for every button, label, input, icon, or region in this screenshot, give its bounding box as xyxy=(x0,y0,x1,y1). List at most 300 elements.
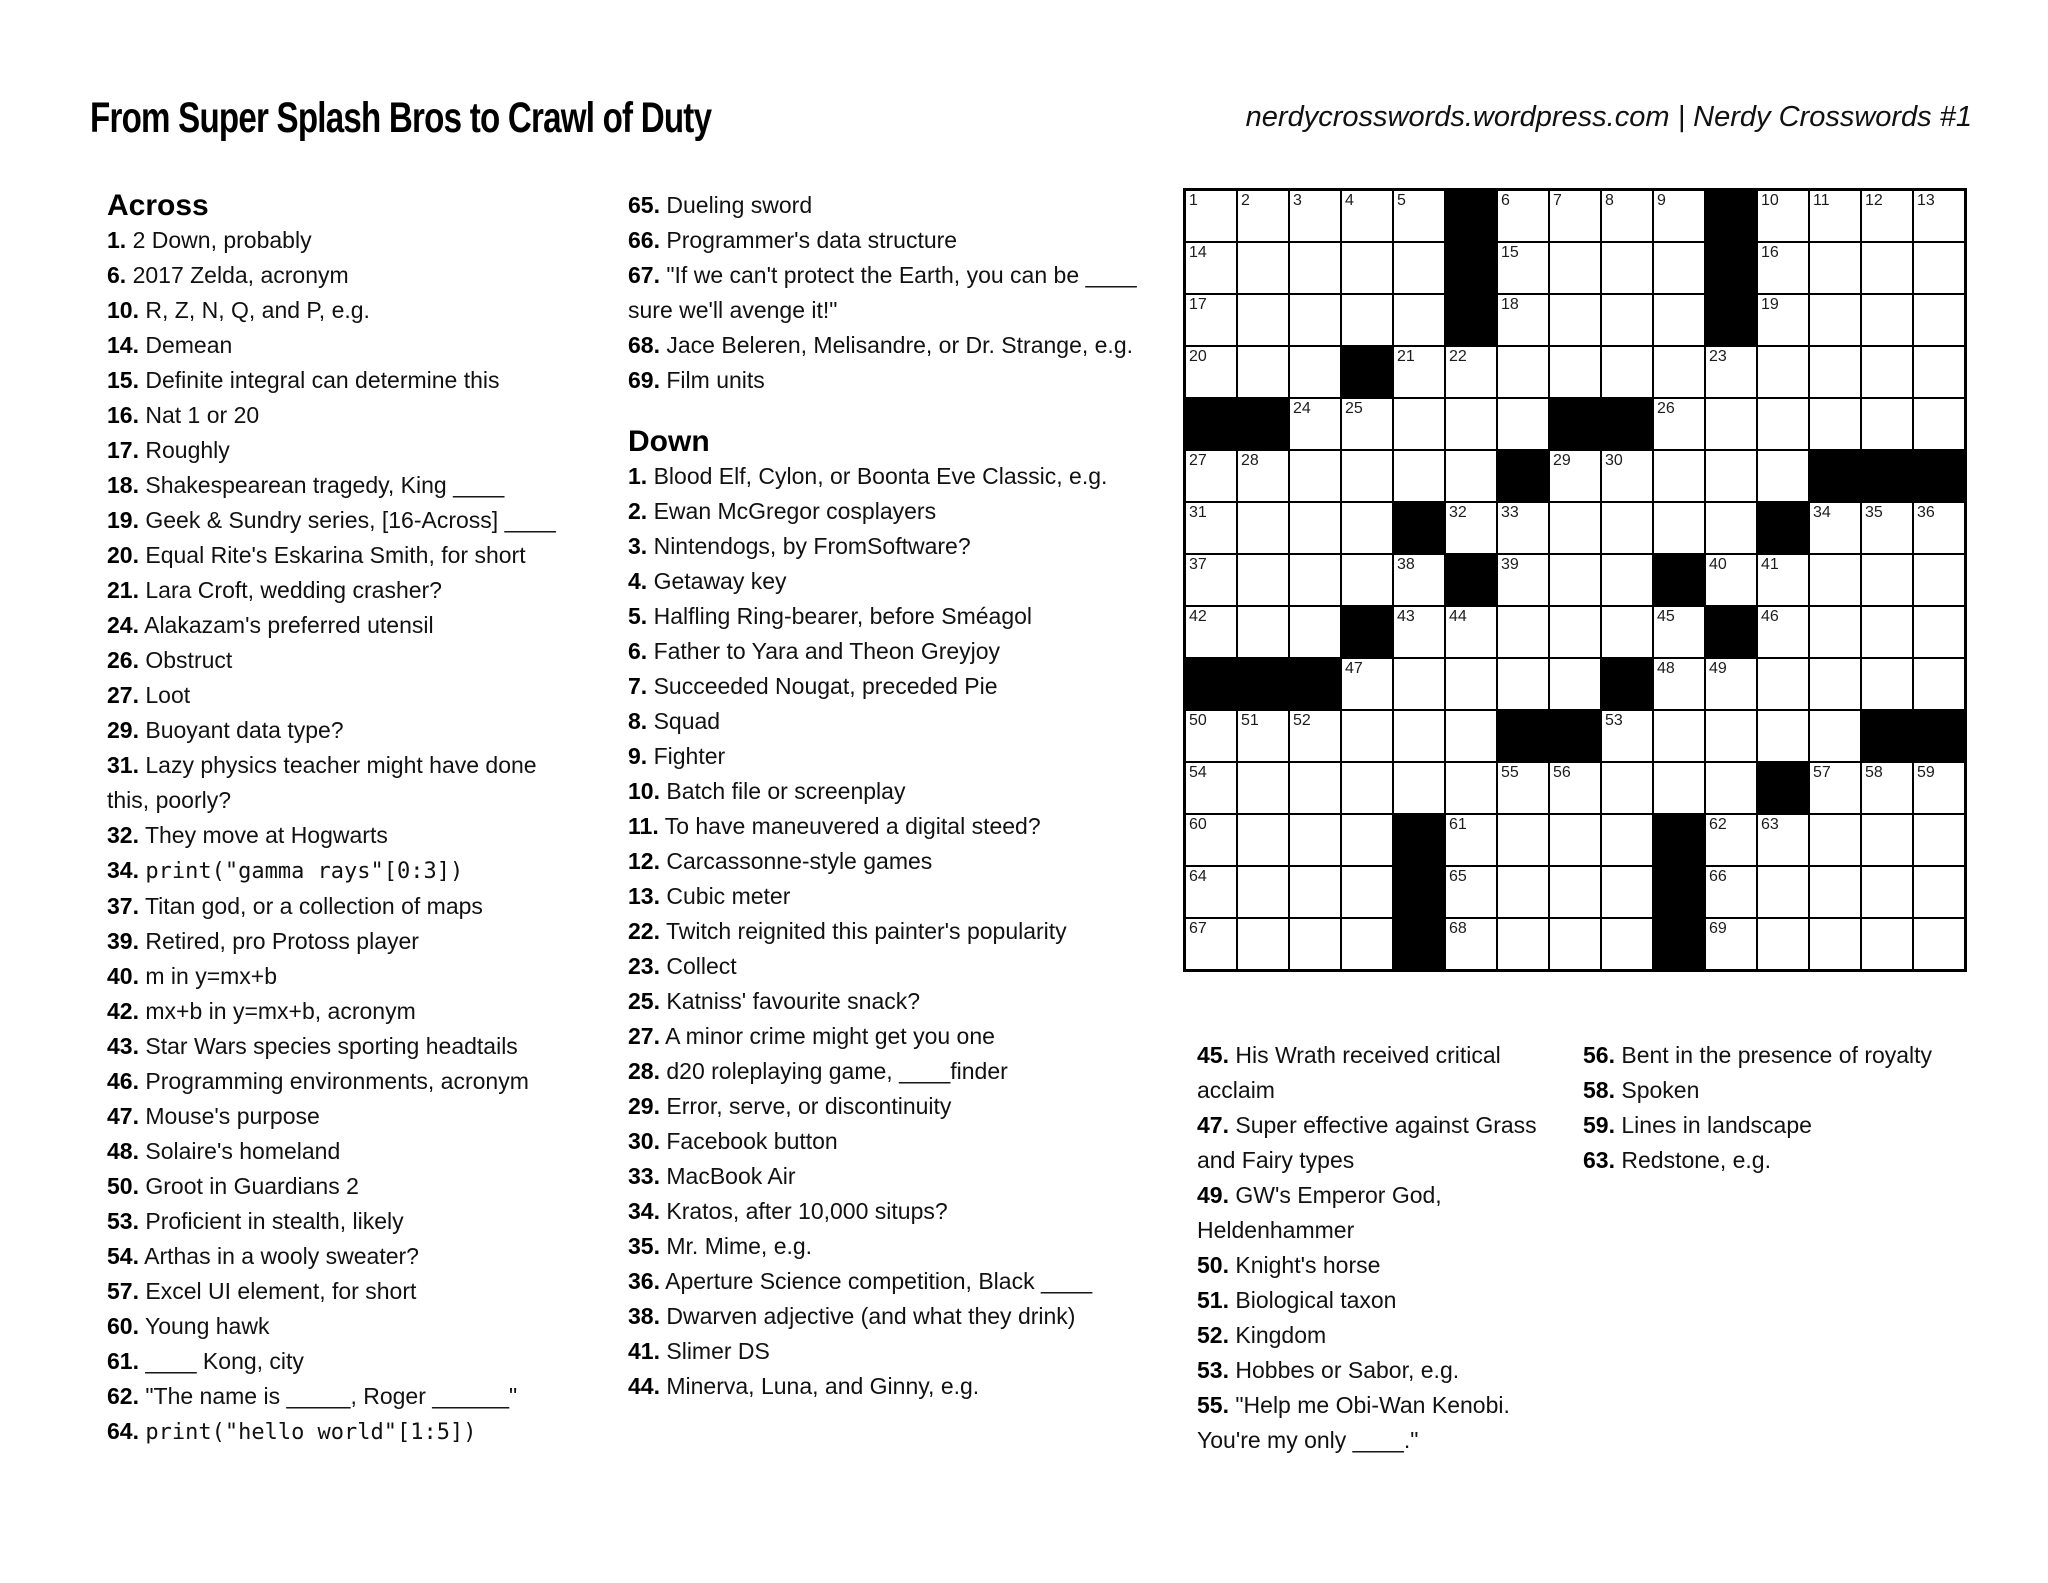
grid-cell[interactable] xyxy=(1186,555,1236,605)
clue-text: Lara Croft, wedding crasher? xyxy=(145,577,442,603)
grid-cell[interactable] xyxy=(1290,607,1340,657)
clue-number: 17. xyxy=(107,437,139,463)
grid-cell[interactable] xyxy=(1446,659,1496,709)
grid-cell[interactable] xyxy=(1602,191,1652,241)
grid-cell[interactable] xyxy=(1550,347,1600,397)
grid-cell[interactable] xyxy=(1342,711,1392,761)
grid-cell[interactable] xyxy=(1810,243,1860,293)
grid-cell[interactable] xyxy=(1914,607,1964,657)
grid-cell[interactable] xyxy=(1550,243,1600,293)
grid-cell[interactable] xyxy=(1290,763,1340,813)
grid-cell-number: 48 xyxy=(1657,660,1675,677)
clue-number: 50. xyxy=(1197,1252,1229,1278)
grid-cell[interactable] xyxy=(1550,451,1600,501)
clue-down-34 xyxy=(628,1194,1176,1229)
grid-black-cell xyxy=(1602,659,1652,709)
grid-cell[interactable] xyxy=(1810,503,1860,553)
grid-cell[interactable] xyxy=(1186,867,1236,917)
grid-cell[interactable] xyxy=(1914,659,1964,709)
grid-cell[interactable] xyxy=(1602,763,1652,813)
grid-black-cell xyxy=(1706,243,1756,293)
grid-cell-number: 55 xyxy=(1501,764,1519,781)
clue-across-34 xyxy=(107,853,585,889)
grid-cell-number: 14 xyxy=(1189,244,1207,261)
grid-cell-number: 68 xyxy=(1449,920,1467,937)
grid-cell[interactable] xyxy=(1238,555,1288,605)
grid-cell[interactable] xyxy=(1186,919,1236,969)
grid-cell[interactable] xyxy=(1238,295,1288,345)
grid-cell[interactable] xyxy=(1706,867,1756,917)
grid-cell[interactable] xyxy=(1446,503,1496,553)
grid-cell[interactable] xyxy=(1862,243,1912,293)
grid-cell[interactable] xyxy=(1706,399,1756,449)
grid-cell[interactable] xyxy=(1706,503,1756,553)
grid-cell[interactable] xyxy=(1550,295,1600,345)
clue-text: 2017 Zelda, acronym xyxy=(132,262,349,288)
site-credit: nerdycrosswords.wordpress.com | Nerdy Crosswords #1 xyxy=(1245,101,1972,133)
grid-cell[interactable] xyxy=(1394,555,1444,605)
grid-cell[interactable] xyxy=(1914,919,1964,969)
clue-down-27 xyxy=(628,1019,1176,1054)
grid-black-cell xyxy=(1238,399,1288,449)
grid-cell[interactable] xyxy=(1238,503,1288,553)
clue-text: d20 roleplaying game, ____finder xyxy=(666,1058,1008,1084)
grid-cell[interactable] xyxy=(1498,867,1548,917)
grid-cell[interactable] xyxy=(1810,347,1860,397)
clue-text: Groot in Guardians 2 xyxy=(145,1173,359,1199)
grid-cell[interactable] xyxy=(1446,607,1496,657)
grid-cell[interactable] xyxy=(1394,243,1444,293)
grid-cell[interactable] xyxy=(1498,815,1548,865)
grid-cell[interactable] xyxy=(1290,347,1340,397)
grid-cell[interactable] xyxy=(1238,191,1288,241)
grid-cell[interactable] xyxy=(1290,555,1340,605)
grid-cell[interactable] xyxy=(1810,867,1860,917)
grid-black-cell xyxy=(1706,191,1756,241)
clue-text: Dwarven adjective (and what they drink) xyxy=(666,1303,1076,1329)
clue-down-6 xyxy=(628,634,1176,669)
clue-number: 16. xyxy=(107,402,139,428)
grid-cell[interactable] xyxy=(1342,659,1392,709)
grid-cell[interactable] xyxy=(1914,191,1964,241)
grid-cell[interactable] xyxy=(1238,347,1288,397)
grid-cell-number: 5 xyxy=(1397,192,1406,209)
grid-cell[interactable] xyxy=(1290,867,1340,917)
grid-cell[interactable] xyxy=(1654,399,1704,449)
grid-cell[interactable] xyxy=(1186,243,1236,293)
clue-down-50 xyxy=(1197,1248,1549,1283)
grid-cell[interactable] xyxy=(1914,295,1964,345)
grid-cell-number: 10 xyxy=(1761,192,1779,209)
grid-cell[interactable] xyxy=(1394,295,1444,345)
grid-cell[interactable] xyxy=(1862,399,1912,449)
grid-cell-number: 49 xyxy=(1709,660,1727,677)
grid-cell-number: 21 xyxy=(1397,348,1415,365)
grid-cell[interactable] xyxy=(1342,399,1392,449)
clue-across-48 xyxy=(107,1134,585,1169)
clues-column-bottom-right xyxy=(1583,1038,1983,1178)
grid-cell[interactable] xyxy=(1290,191,1340,241)
grid-cell[interactable] xyxy=(1758,711,1808,761)
grid-cell[interactable] xyxy=(1602,711,1652,761)
grid-cell[interactable] xyxy=(1342,295,1392,345)
grid-cell[interactable] xyxy=(1654,763,1704,813)
grid-cell[interactable] xyxy=(1550,191,1600,241)
clue-text: Spoken xyxy=(1621,1077,1700,1103)
grid-cell-number: 25 xyxy=(1345,400,1363,417)
grid-cell[interactable] xyxy=(1758,867,1808,917)
clue-text: Katniss' favourite snack? xyxy=(666,988,921,1014)
grid-cell[interactable] xyxy=(1394,399,1444,449)
clue-across-21 xyxy=(107,573,585,608)
grid-cell[interactable] xyxy=(1550,815,1600,865)
clue-number: 52. xyxy=(1197,1322,1229,1348)
grid-cell[interactable] xyxy=(1498,607,1548,657)
grid-cell[interactable] xyxy=(1654,659,1704,709)
grid-cell[interactable] xyxy=(1446,399,1496,449)
grid-cell[interactable] xyxy=(1810,763,1860,813)
clue-down-51 xyxy=(1197,1283,1549,1318)
grid-cell[interactable] xyxy=(1238,815,1288,865)
grid-cell[interactable] xyxy=(1550,503,1600,553)
grid-black-cell xyxy=(1394,815,1444,865)
clue-number: 32. xyxy=(107,822,139,848)
grid-cell[interactable] xyxy=(1914,503,1964,553)
clue-text: Dueling sword xyxy=(666,192,813,218)
grid-cell[interactable] xyxy=(1446,347,1496,397)
grid-cell[interactable] xyxy=(1498,347,1548,397)
grid-black-cell xyxy=(1602,399,1652,449)
grid-cell-number: 6 xyxy=(1501,192,1510,209)
grid-cell[interactable] xyxy=(1862,763,1912,813)
clue-across-66 xyxy=(628,223,1176,258)
grid-cell[interactable] xyxy=(1550,659,1600,709)
grid-cell[interactable] xyxy=(1654,347,1704,397)
grid-cell[interactable] xyxy=(1862,607,1912,657)
grid-cell[interactable] xyxy=(1498,919,1548,969)
grid-cell[interactable] xyxy=(1550,919,1600,969)
clue-number: 34. xyxy=(107,857,139,883)
grid-cell[interactable] xyxy=(1914,399,1964,449)
grid-cell[interactable] xyxy=(1654,711,1704,761)
clue-text: Mouse's purpose xyxy=(145,1103,320,1129)
grid-cell[interactable] xyxy=(1186,347,1236,397)
clue-text: Blood Elf, Cylon, or Boonta Eve Classic, e.g. xyxy=(653,463,1108,489)
grid-cell[interactable] xyxy=(1550,867,1600,917)
grid-cell[interactable] xyxy=(1914,815,1964,865)
grid-black-cell xyxy=(1914,451,1964,501)
grid-cell[interactable] xyxy=(1602,295,1652,345)
clues-column-middle xyxy=(628,188,1176,1404)
grid-cell[interactable] xyxy=(1290,919,1340,969)
clue-text: Obstruct xyxy=(145,647,233,673)
clue-across-50 xyxy=(107,1169,585,1204)
grid-cell[interactable] xyxy=(1706,555,1756,605)
grid-cell[interactable] xyxy=(1238,243,1288,293)
grid-cell-number: 66 xyxy=(1709,868,1727,885)
grid-cell[interactable] xyxy=(1446,867,1496,917)
grid-cell[interactable] xyxy=(1290,503,1340,553)
grid-cell[interactable] xyxy=(1810,815,1860,865)
clue-number: 9. xyxy=(628,743,648,769)
grid-black-cell xyxy=(1446,243,1496,293)
grid-cell[interactable] xyxy=(1862,503,1912,553)
grid-cell-number: 62 xyxy=(1709,816,1727,833)
clue-text: mx+b in y=mx+b, acronym xyxy=(145,998,416,1024)
clue-across-17 xyxy=(107,433,585,468)
grid-cell[interactable] xyxy=(1394,191,1444,241)
clue-across-20 xyxy=(107,538,585,573)
clue-number: 60. xyxy=(107,1313,139,1339)
clues-column-across xyxy=(107,188,585,1450)
grid-cell[interactable] xyxy=(1602,555,1652,605)
clue-down-47 xyxy=(1197,1108,1549,1178)
grid-cell[interactable] xyxy=(1290,243,1340,293)
grid-cell[interactable] xyxy=(1394,451,1444,501)
grid-cell[interactable] xyxy=(1706,347,1756,397)
clue-text: Collect xyxy=(666,953,737,979)
grid-cell[interactable] xyxy=(1342,503,1392,553)
grid-cell[interactable] xyxy=(1654,295,1704,345)
grid-cell[interactable] xyxy=(1706,711,1756,761)
grid-cell[interactable] xyxy=(1914,347,1964,397)
grid-cell[interactable] xyxy=(1810,399,1860,449)
grid-cell[interactable] xyxy=(1290,451,1340,501)
grid-cell[interactable] xyxy=(1758,243,1808,293)
grid-black-cell xyxy=(1446,191,1496,241)
grid-cell[interactable] xyxy=(1394,659,1444,709)
grid-cell-number: 42 xyxy=(1189,608,1207,625)
grid-cell-number: 47 xyxy=(1345,660,1363,677)
grid-cell[interactable] xyxy=(1862,295,1912,345)
grid-cell[interactable] xyxy=(1706,919,1756,969)
across-clue-list-continued xyxy=(628,188,1176,398)
grid-cell[interactable] xyxy=(1446,763,1496,813)
grid-cell[interactable] xyxy=(1550,555,1600,605)
grid-cell[interactable] xyxy=(1186,711,1236,761)
grid-cell[interactable] xyxy=(1602,243,1652,293)
grid-cell[interactable] xyxy=(1758,451,1808,501)
grid-black-cell xyxy=(1498,711,1548,761)
grid-cell[interactable] xyxy=(1186,451,1236,501)
grid-cell[interactable] xyxy=(1810,191,1860,241)
grid-cell[interactable] xyxy=(1290,295,1340,345)
grid-black-cell xyxy=(1758,503,1808,553)
grid-cell[interactable] xyxy=(1862,867,1912,917)
grid-cell[interactable] xyxy=(1758,347,1808,397)
grid-cell[interactable] xyxy=(1914,243,1964,293)
clue-down-35 xyxy=(628,1229,1176,1264)
grid-cell[interactable] xyxy=(1706,659,1756,709)
grid-cell[interactable] xyxy=(1238,763,1288,813)
grid-cell[interactable] xyxy=(1238,607,1288,657)
clue-across-14 xyxy=(107,328,585,363)
grid-cell[interactable] xyxy=(1706,451,1756,501)
grid-cell[interactable] xyxy=(1758,815,1808,865)
clue-number: 26. xyxy=(107,647,139,673)
clue-across-26 xyxy=(107,643,585,678)
grid-cell[interactable] xyxy=(1810,555,1860,605)
grid-cell[interactable] xyxy=(1446,711,1496,761)
clue-number: 69. xyxy=(628,367,660,393)
grid-cell[interactable] xyxy=(1758,555,1808,605)
clue-number: 3. xyxy=(628,533,648,559)
grid-cell[interactable] xyxy=(1862,815,1912,865)
grid-cell[interactable] xyxy=(1498,191,1548,241)
clue-across-64 xyxy=(107,1414,585,1450)
grid-cell[interactable] xyxy=(1394,607,1444,657)
clue-text: "If we can't protect the Earth, you can be ____ sure we'll avenge it!" xyxy=(628,262,1137,323)
grid-cell[interactable] xyxy=(1186,191,1236,241)
grid-cell[interactable] xyxy=(1342,815,1392,865)
grid-cell[interactable] xyxy=(1758,659,1808,709)
grid-cell-number: 54 xyxy=(1189,764,1207,781)
grid-black-cell xyxy=(1654,815,1704,865)
grid-cell[interactable] xyxy=(1706,763,1756,813)
grid-cell[interactable] xyxy=(1810,659,1860,709)
grid-cell[interactable] xyxy=(1654,243,1704,293)
clue-text: Squad xyxy=(653,708,721,734)
grid-cell[interactable] xyxy=(1342,763,1392,813)
grid-cell[interactable] xyxy=(1550,763,1600,813)
grid-cell[interactable] xyxy=(1290,815,1340,865)
grid-cell[interactable] xyxy=(1186,503,1236,553)
clue-across-1 xyxy=(107,223,585,258)
grid-cell[interactable] xyxy=(1238,867,1288,917)
grid-cell[interactable] xyxy=(1862,919,1912,969)
grid-cell[interactable] xyxy=(1602,919,1652,969)
clue-text: Loot xyxy=(145,682,191,708)
grid-cell[interactable] xyxy=(1498,763,1548,813)
grid-cell[interactable] xyxy=(1810,919,1860,969)
clue-text: Fighter xyxy=(653,743,726,769)
grid-cell[interactable] xyxy=(1862,347,1912,397)
grid-cell[interactable] xyxy=(1602,815,1652,865)
grid-cell[interactable] xyxy=(1446,815,1496,865)
grid-cell[interactable] xyxy=(1914,867,1964,917)
grid-cell[interactable] xyxy=(1706,815,1756,865)
clue-down-38 xyxy=(628,1299,1176,1334)
grid-cell-number: 3 xyxy=(1293,192,1302,209)
clue-text: Film units xyxy=(666,367,765,393)
grid-cell[interactable] xyxy=(1186,815,1236,865)
grid-cell[interactable] xyxy=(1342,451,1392,501)
grid-cell[interactable] xyxy=(1498,659,1548,709)
grid-cell[interactable] xyxy=(1758,191,1808,241)
grid-cell[interactable] xyxy=(1238,711,1288,761)
grid-cell[interactable] xyxy=(1810,607,1860,657)
grid-cell[interactable] xyxy=(1602,451,1652,501)
grid-black-cell xyxy=(1342,607,1392,657)
clue-text: 2 Down, probably xyxy=(132,227,312,253)
grid-cell[interactable] xyxy=(1758,607,1808,657)
grid-cell[interactable] xyxy=(1394,711,1444,761)
grid-cell[interactable] xyxy=(1862,555,1912,605)
clue-text: Arthas in a wooly sweater? xyxy=(144,1243,419,1269)
grid-cell[interactable] xyxy=(1758,399,1808,449)
grid-cell[interactable] xyxy=(1498,295,1548,345)
grid-cell[interactable] xyxy=(1602,867,1652,917)
clue-number: 10. xyxy=(628,778,660,804)
clue-number: 28. xyxy=(628,1058,660,1084)
grid-cell[interactable] xyxy=(1238,451,1288,501)
grid-cell[interactable] xyxy=(1498,399,1548,449)
clue-down-59 xyxy=(1583,1108,1983,1143)
grid-cell[interactable] xyxy=(1290,711,1340,761)
grid-cell[interactable] xyxy=(1498,503,1548,553)
grid-cell[interactable] xyxy=(1810,711,1860,761)
grid-cell[interactable] xyxy=(1498,243,1548,293)
grid-cell-number: 11 xyxy=(1813,192,1830,209)
grid-cell[interactable] xyxy=(1654,503,1704,553)
clue-number: 40. xyxy=(107,963,139,989)
grid-cell-number: 69 xyxy=(1709,920,1727,937)
grid-cell[interactable] xyxy=(1342,919,1392,969)
grid-cell[interactable] xyxy=(1498,555,1548,605)
clue-text: A minor crime might get you one xyxy=(665,1023,995,1049)
grid-cell[interactable] xyxy=(1810,295,1860,345)
grid-cell[interactable] xyxy=(1914,555,1964,605)
grid-cell[interactable] xyxy=(1914,763,1964,813)
clue-text: Father to Yara and Theon Greyjoy xyxy=(653,638,1001,664)
grid-cell-number: 37 xyxy=(1189,556,1207,573)
clue-text: Redstone, e.g. xyxy=(1621,1147,1771,1173)
clue-text: Definite integral can determine this xyxy=(145,367,500,393)
grid-cell-number: 58 xyxy=(1865,764,1883,781)
grid-cell[interactable] xyxy=(1654,451,1704,501)
grid-cell-number: 15 xyxy=(1501,244,1519,261)
grid-cell[interactable] xyxy=(1342,191,1392,241)
grid-cell-number: 41 xyxy=(1761,556,1779,573)
grid-black-cell xyxy=(1706,295,1756,345)
clue-down-55 xyxy=(1197,1388,1549,1458)
grid-cell[interactable] xyxy=(1394,763,1444,813)
grid-cell[interactable] xyxy=(1862,659,1912,709)
clue-text: R, Z, N, Q, and P, e.g. xyxy=(145,297,370,323)
clue-down-36 xyxy=(628,1264,1176,1299)
clue-text: Knight's horse xyxy=(1235,1252,1381,1278)
grid-cell[interactable] xyxy=(1602,347,1652,397)
grid-cell[interactable] xyxy=(1654,607,1704,657)
clue-text: Shakespearean tragedy, King ____ xyxy=(145,472,505,498)
grid-cell[interactable] xyxy=(1654,191,1704,241)
grid-cell[interactable] xyxy=(1446,919,1496,969)
grid-cell[interactable] xyxy=(1602,607,1652,657)
grid-cell[interactable] xyxy=(1862,191,1912,241)
grid-cell[interactable] xyxy=(1238,919,1288,969)
grid-cell[interactable] xyxy=(1290,399,1340,449)
grid-cell-number: 34 xyxy=(1813,504,1831,521)
grid-cell[interactable] xyxy=(1394,347,1444,397)
clue-down-12 xyxy=(628,844,1176,879)
clue-number: 14. xyxy=(107,332,139,358)
grid-cell[interactable] xyxy=(1342,867,1392,917)
grid-cell[interactable] xyxy=(1342,243,1392,293)
grid-cell[interactable] xyxy=(1186,763,1236,813)
down-clue-list xyxy=(628,459,1176,1404)
grid-cell[interactable] xyxy=(1550,607,1600,657)
grid-cell[interactable] xyxy=(1758,919,1808,969)
grid-cell[interactable] xyxy=(1186,295,1236,345)
grid-cell[interactable] xyxy=(1186,607,1236,657)
grid-cell[interactable] xyxy=(1342,555,1392,605)
grid-cell[interactable] xyxy=(1446,451,1496,501)
grid-black-cell xyxy=(1446,555,1496,605)
clue-down-45 xyxy=(1197,1038,1549,1108)
clue-text: Programmer's data structure xyxy=(666,227,958,253)
grid-cell[interactable] xyxy=(1758,295,1808,345)
grid-cell[interactable] xyxy=(1602,503,1652,553)
